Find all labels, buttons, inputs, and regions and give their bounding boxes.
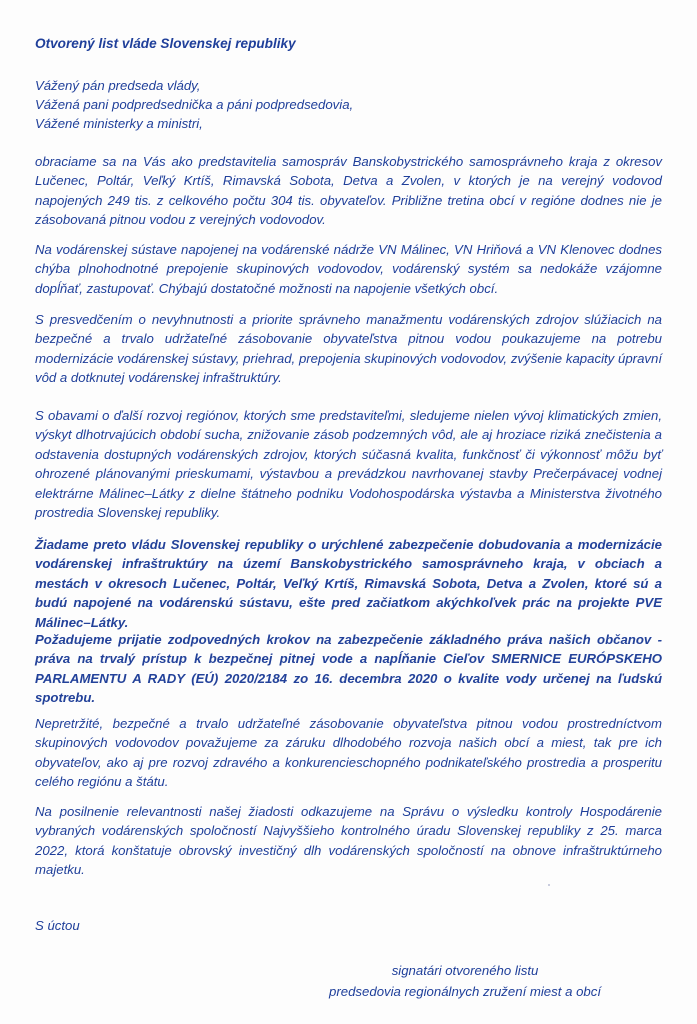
paragraph-water-system: Na vodárenskej sústave napojenej na vodárenské nádrže VN Málinec, VN Hriňová a VN Klenovec dodnes chýba plnohodnotné prepojenie skupinových vodovodov, vodárenský systém sa nedokáže vzájomne dopĺňať, zastupovať. Chýbajú dostatočné možnosti na napojenie všetkých obcí.: [35, 242, 662, 296]
signature-line: signatári otvoreného listu: [391, 963, 539, 978]
letter-title: Otvorený list vláde Slovenskej republiky: [35, 36, 296, 51]
paragraph-reference: Na posilnenie relevantnosti našej žiadosti odkazujeme na Správu o výsledku kontroly Hospodárenie vybraných vodárenských spoločností Najvyššieho kontrolného úradu Slovenskej republiky z 25. marca 2022, ktorá konštatuje obrovský investičný dlh vodárenských spoločností na obnove infraštruktúrneho majetku.: [35, 804, 662, 878]
salutation-line: Vážený pán predseda vlády,: [35, 78, 201, 93]
closing: S úctou: [35, 918, 80, 933]
paragraph-modernization: S presvedčením o nevyhnutnosti a priorite správneho manažmentu vodárenských zdrojov slúžiacich na bezpečné a trvalo udržateľné zásobovanie obyvateľstva pitnou vodou poukazujeme na potrebu modernizácie vodárenskej sústavy, priehrad, prepojenia skupinových vodovodov, zvýšenie kapacity úpravní vôd a dotknutej vodárenskej infraštruktúry.: [35, 312, 662, 386]
salutation-line: Vážená pani podpredsednička a páni podpredsedovia,: [35, 97, 354, 112]
signature-line: predsedovia regionálnych zružení miest a obcí: [329, 984, 601, 999]
salutation-line: Vážené ministerky a ministri,: [35, 116, 203, 131]
paragraph-supply: Nepretržité, bezpečné a trvalo udržateľné zásobovanie obyvateľstva pitnou vodou prostredníctvom skupinových vodovodov považujeme za záruku dlhodobého rozvoja našich obcí a miest, tak pre ich obyvateľov, ako aj pre rozvoj zdravého a konkurencieschopného podnikateľského prostredia a prosperitu celého regiónu a štátu.: [35, 716, 662, 790]
paragraph-introduction: obraciame sa na Vás ako predstavitelia samospráv Banskobystrického samosprávneho kraja z okresov Lučenec, Poltár, Veľký Krtíš, Rimavská Sobota, Detva a Zvolen, v ktorých je na verejný vodovod napojených 249 tis. z celkového počtu 304 tis. obyvateľov. Približne tretina obcí v regióne dodnes nie je zásobovaná pitnou vodou z verejných vodovodov.: [35, 154, 662, 228]
paragraph-request: Žiadame preto vládu Slovenskej republiky o urýchlené zabezpečenie dobudovania a modernizácie vodárenskej infraštruktúry na území Banskobystrického samosprávneho kraja, v obciach a mestách v okresoch Lučenec, Poltár, Veľký Krtíš, Rimavská Sobota, Detva a Zvolen, ktoré sú a budú napojené na vodárenskú sústavu, ešte pred začiatkom akýchkoľvek prác na projekte PVE Málinec–Látky.: [35, 537, 662, 630]
paragraph-demand: Požadujeme prijatie zodpovedných krokov na zabezpečenie základného práva našich občanov - práva na trvalý prístup k bezpečnej pitnej vode a napĺňanie Cieľov SMERNICE EURÓPSKEHO PARLAMENTU A RADY (EÚ) 2020/2184 zo 16. decembra 2020 o kvalite vody určenej na ľudskú spotrebu.: [35, 632, 662, 706]
salutation: [35, 76, 353, 133]
scan-speck: [548, 884, 550, 886]
paragraph-concerns: S obavami o ďalší rozvoj regiónov, ktorých sme predstaviteľmi, sledujeme nielen vývoj klimatických zmien, výskyt dlhotrvajúcich období sucha, znižovanie zásob podzemných vôd, ale aj hroziace riziká znečistenia a odstavenia dostupných vodárenských zdrojov, ktorých súčasná kvalita, funkčnosť či výkonnosť môžu byť ohrozené plánovanými prieskumami, výstavbou a prevádzkou navrhovanej stavby Prečerpávacej vodnej elektrárne Málinec–Látky z dielne štátneho podniku Vodohospodárska výstavba a Ministerstva životného prostredia Slovenskej republiky.: [35, 408, 662, 521]
signature-block: [329, 960, 601, 1002]
